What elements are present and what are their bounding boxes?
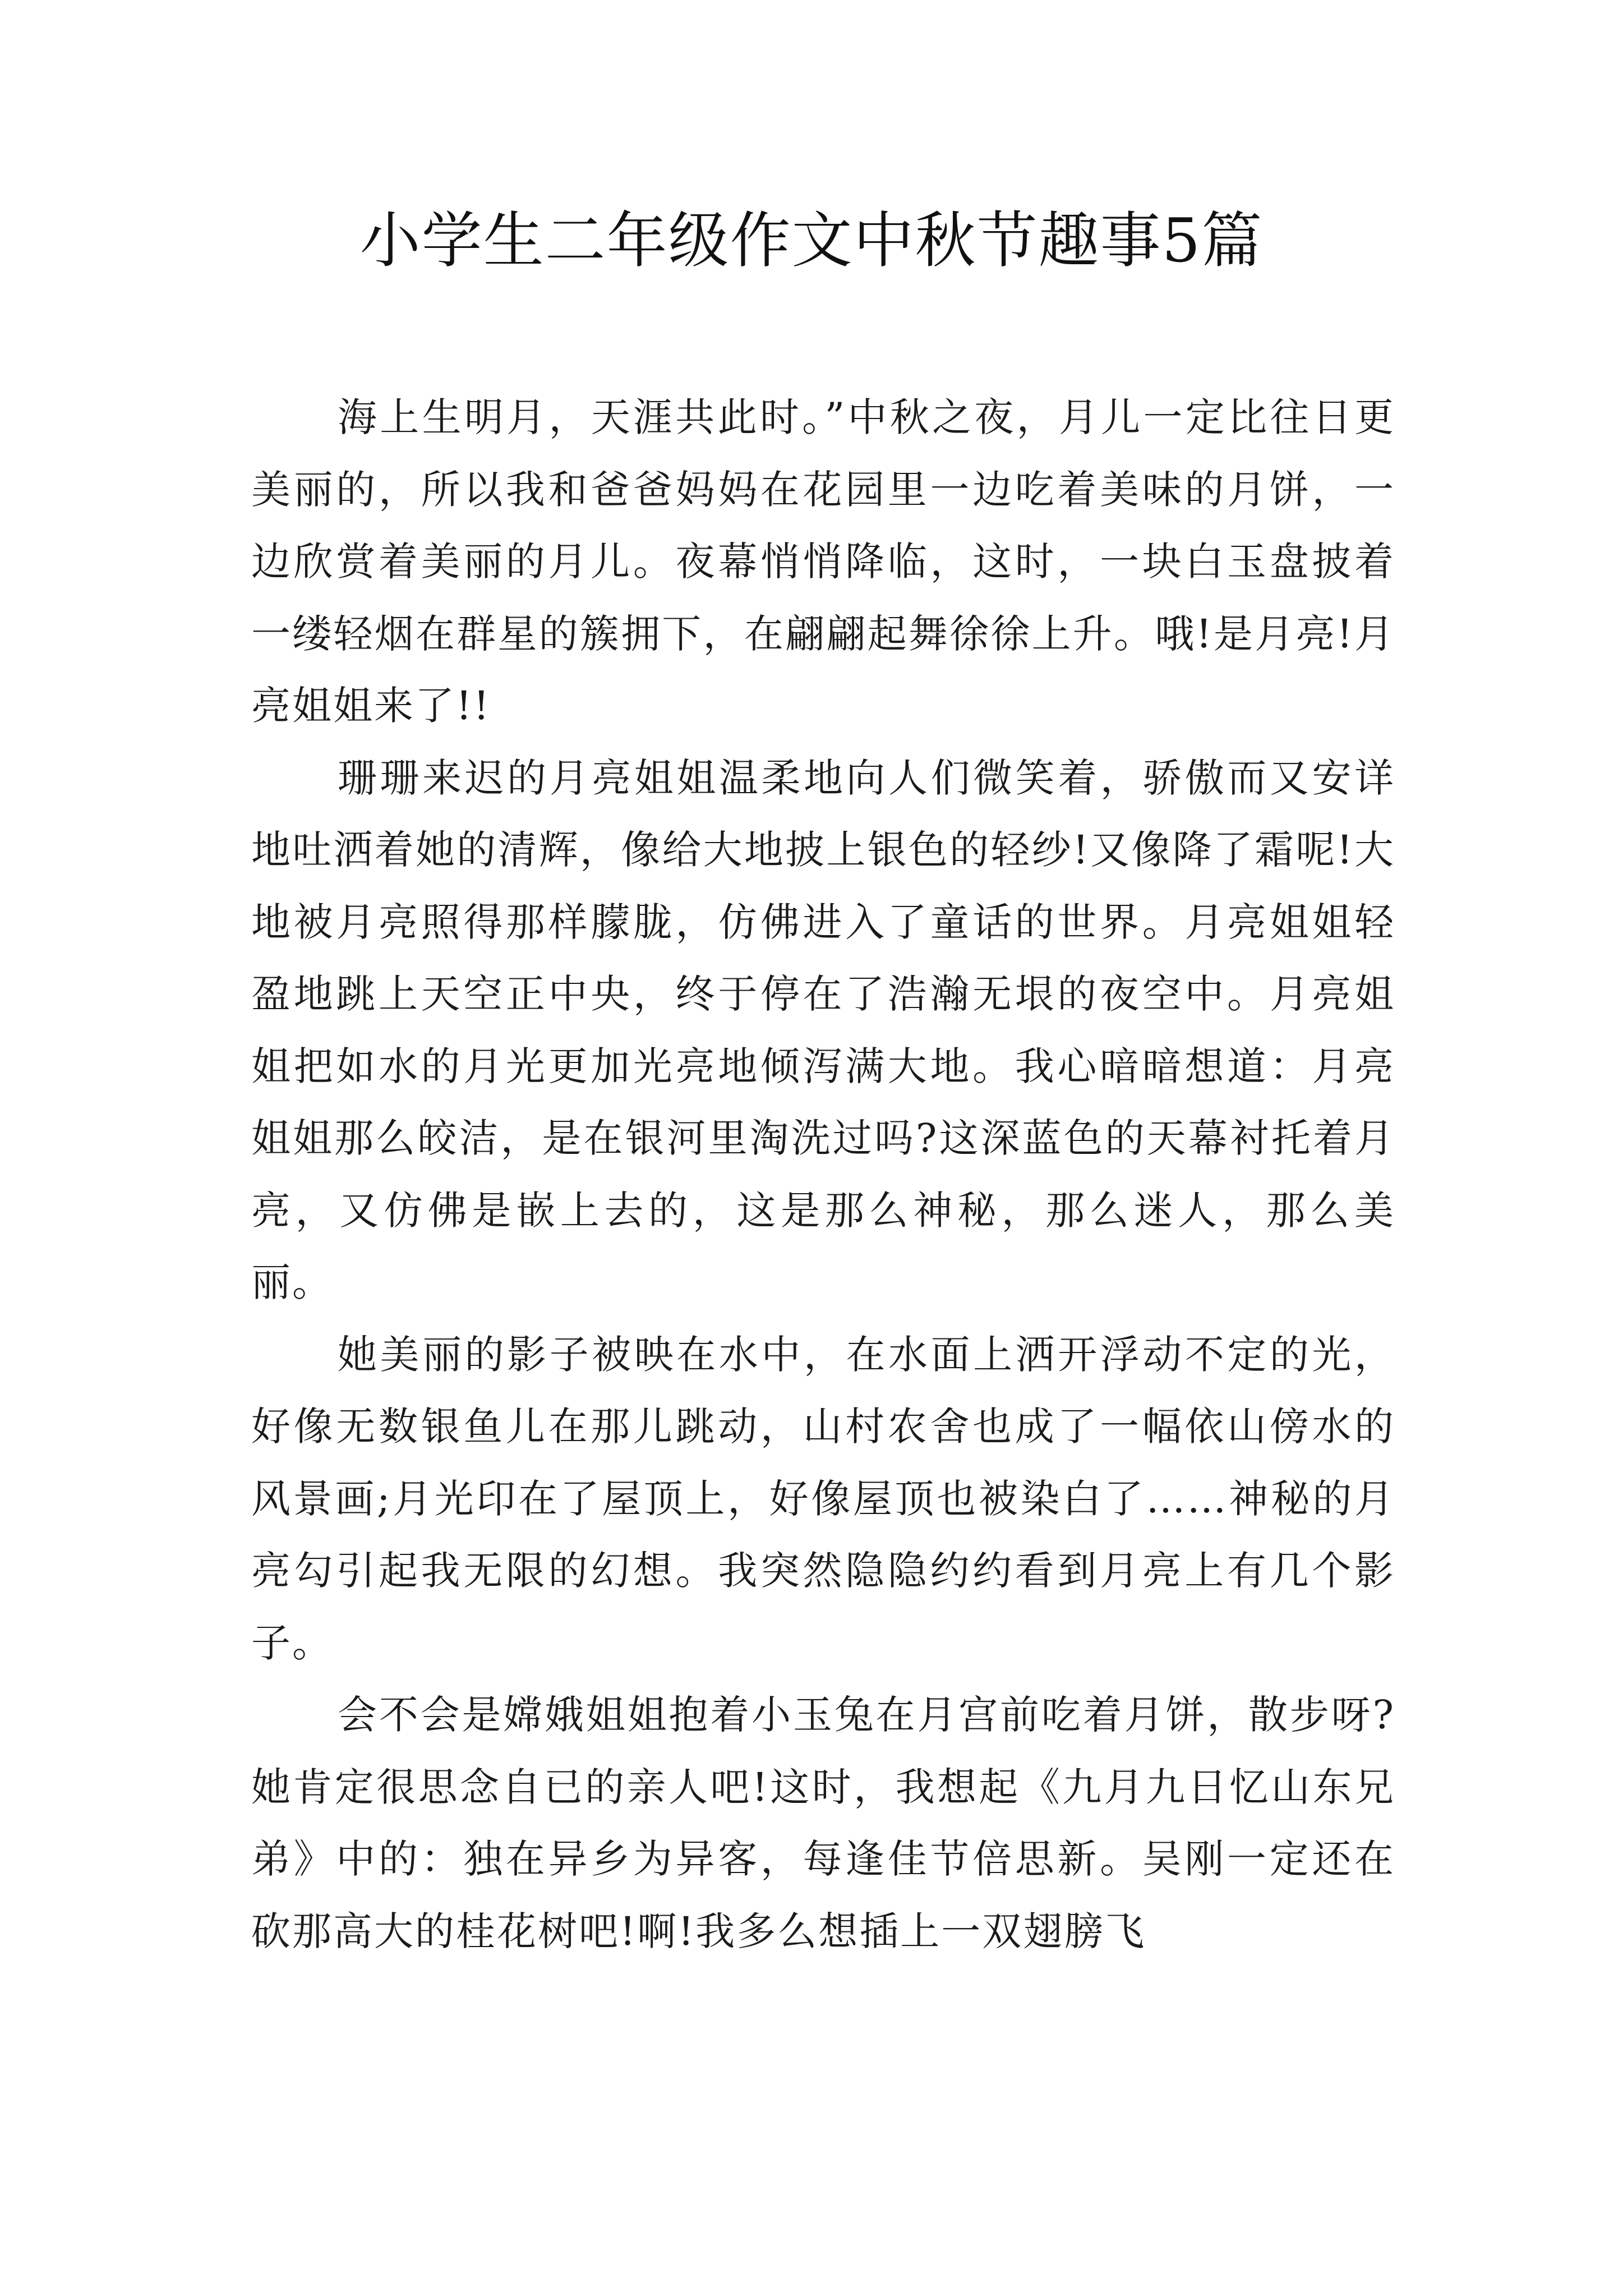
paragraph-3: 她美丽的影子被映在水中，在水面上洒开浮动不定的光，好像无数银鱼儿在那儿跳动，山村农舍也成了一幅依山傍水的风景画;月光印在了屋顶上，好像屋顶也被染白了……神秘的月亮勾引起我无限的幻想。我突然隐隐约约看到月亮上有几个影子。 (251, 1331, 1395, 1666)
document-title: 小学生二年级作文中秋节趣事5篇 (359, 206, 1264, 276)
paragraph-1: 海上生明月，天涯共此时。”中秋之夜，月儿一定比往日更美丽的，所以我和爸爸妈妈在花园里一边吃着美味的月饼，一边欣赏着美丽的月儿。夜幕悄悄降临，这时，一块白玉盘披着一缕轻烟在群星的簇拥下，在翩翩起舞徐徐上升。哦!是月亮!月亮姐姐来了!! (251, 394, 1395, 729)
paragraph-4: 会不会是嫦娥姐姐抱着小玉兔在月宫前吃着月饼，散步呀?她肯定很思念自已的亲人吧!这时，我想起《九月九日忆山东兄弟》中的：独在异乡为异客，每逢佳节倍思新。吴刚一定还在砍那高大的桂花树吧!啊!我多么想插上一双翅膀飞 (251, 1692, 1395, 1954)
document-body (251, 381, 1395, 1967)
paragraph-2: 珊珊来迟的月亮姐姐温柔地向人们微笑着，骄傲而又安详地吐洒着她的清辉，像给大地披上银色的轻纱!又像降了霜呢!大地被月亮照得那样朦胧，仿佛进入了童话的世界。月亮姐姐轻盈地跳上天空正中央，终于停在了浩瀚无垠的夜空中。月亮姐姐把如水的月光更加光亮地倾泻满大地。我心暗暗想道：月亮姐姐那么皎洁，是在银河里淘洗过吗?这深蓝色的天幕衬托着月亮，又仿佛是嵌上去的，这是那么神秘，那么迷人，那么美丽。 (251, 754, 1395, 1305)
